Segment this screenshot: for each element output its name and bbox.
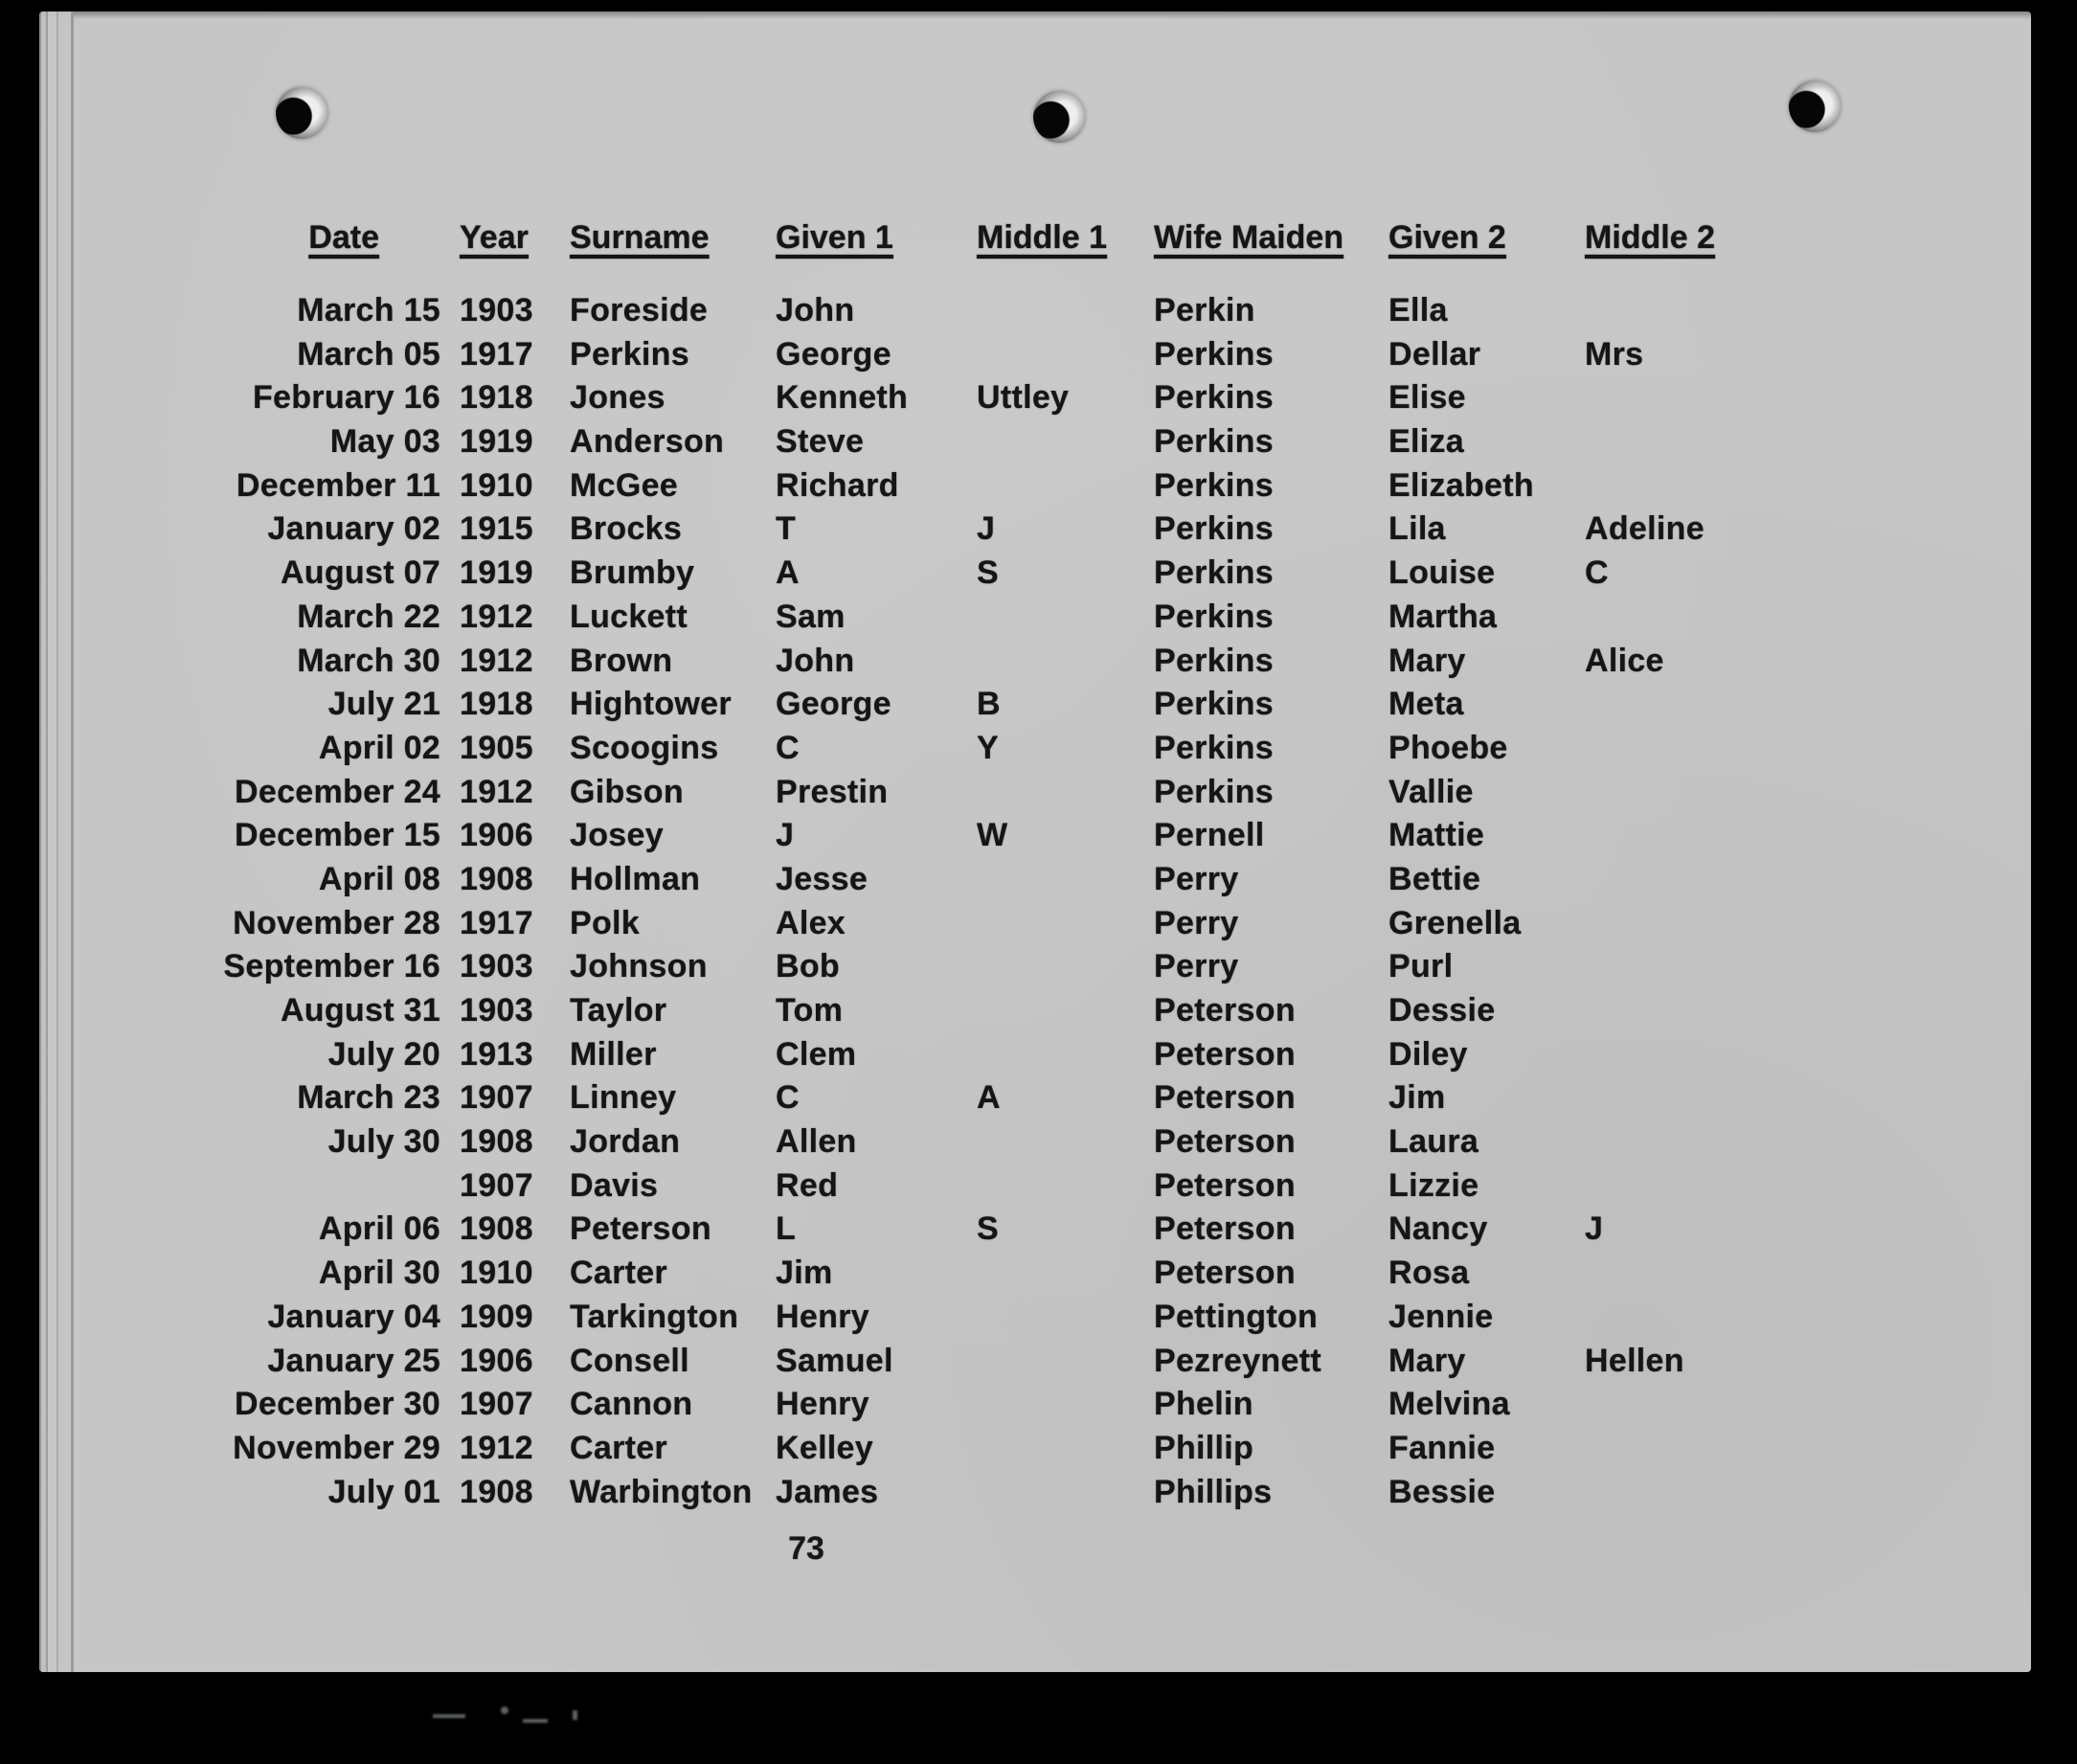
cell-given2: Vallie	[1388, 773, 1474, 810]
cell-middle2: Mrs	[1585, 335, 1644, 373]
cell-middle2	[1585, 1383, 1757, 1427]
table-row	[134, 464, 1762, 509]
cell-year: 1910	[460, 466, 533, 504]
cell-middle1	[977, 902, 1135, 946]
cell-middle2: Hellen	[1585, 1342, 1684, 1379]
table-row	[134, 902, 1762, 946]
cell-given1: Kelley	[776, 1429, 873, 1466]
table-row	[134, 1383, 1762, 1427]
cell-given1: Richard	[776, 466, 899, 504]
cell-date: April 06	[318, 1210, 440, 1248]
table-row	[134, 333, 1762, 377]
cell-year: 1915	[460, 510, 533, 548]
cell-middle1	[977, 1252, 1135, 1296]
cell-middle2: Alice	[1585, 642, 1664, 679]
cell-given2: Lila	[1388, 510, 1446, 548]
cell-year: 1912	[460, 598, 533, 635]
cell-given2: Ella	[1388, 292, 1448, 328]
cell-wife_maiden: Perkins	[1154, 642, 1274, 679]
cell-wife_maiden: Peterson	[1154, 1035, 1296, 1073]
cell-surname: Tarkington	[570, 1298, 739, 1335]
cell-date	[134, 1165, 440, 1209]
cell-date: March 15	[297, 292, 440, 328]
cell-date: July 20	[327, 1035, 440, 1073]
table-row	[134, 1208, 1762, 1252]
cell-given2: Bettie	[1388, 860, 1481, 897]
column-header-middle1: Middle 1	[977, 219, 1108, 256]
cell-date: July 01	[327, 1473, 440, 1510]
cell-given1: John	[776, 292, 855, 328]
cell-given1: Red	[776, 1166, 839, 1204]
cell-surname: Cannon	[570, 1386, 693, 1423]
cell-given1: C	[776, 729, 800, 766]
cell-surname: Consell	[570, 1342, 689, 1379]
cell-wife_maiden: Pezreynett	[1154, 1342, 1321, 1379]
cell-year: 1912	[460, 773, 533, 810]
cell-year: 1903	[460, 292, 533, 328]
cell-middle2	[1585, 1296, 1757, 1340]
cell-given2: Grenella	[1388, 904, 1522, 941]
cell-wife_maiden: Peterson	[1154, 1166, 1296, 1204]
cell-year: 1907	[460, 1386, 533, 1423]
table-row	[134, 683, 1762, 727]
cell-wife_maiden: Phillips	[1154, 1473, 1273, 1510]
cell-given2: Nancy	[1388, 1210, 1488, 1248]
column-header-given2: Given 2	[1388, 219, 1506, 256]
cell-middle1	[977, 989, 1135, 1033]
cell-date: January 04	[267, 1298, 440, 1335]
cell-middle2	[1585, 464, 1757, 509]
cell-middle1	[977, 1296, 1135, 1340]
cell-middle1	[977, 1120, 1135, 1165]
cell-middle2	[1585, 727, 1757, 771]
cell-wife_maiden: Perkins	[1154, 729, 1274, 766]
cell-middle2	[1585, 376, 1757, 420]
cell-middle1	[977, 640, 1135, 684]
cell-wife_maiden: Perry	[1154, 904, 1239, 941]
cell-wife_maiden: Peterson	[1154, 1079, 1296, 1117]
column-header-given1: Given 1	[776, 219, 893, 256]
cell-middle1	[977, 1165, 1135, 1209]
table-body	[134, 289, 1762, 1514]
cell-wife_maiden: Perkins	[1154, 335, 1274, 373]
column-header-wife_maiden: Wife Maiden	[1154, 219, 1344, 256]
cell-middle2	[1585, 1076, 1757, 1120]
cell-surname: Scoogins	[570, 729, 719, 766]
table-row	[134, 508, 1762, 552]
cell-surname: Polk	[570, 904, 641, 941]
cell-date: July 21	[327, 686, 440, 723]
cell-middle1	[977, 464, 1135, 509]
table-row	[134, 1120, 1762, 1165]
cell-given2: Lizzie	[1388, 1166, 1479, 1204]
table-row	[134, 289, 1762, 333]
cell-wife_maiden: Peterson	[1154, 1210, 1296, 1248]
cell-wife_maiden: Perkins	[1154, 598, 1274, 635]
cell-middle1	[977, 1471, 1135, 1515]
cell-given1: Sam	[776, 598, 846, 635]
cell-surname: Perkins	[570, 335, 689, 373]
cell-year: 1912	[460, 1429, 533, 1466]
cell-year: 1908	[460, 1473, 533, 1510]
cell-given2: Rosa	[1388, 1255, 1470, 1292]
table-row	[134, 814, 1762, 858]
cell-wife_maiden: Peterson	[1154, 1123, 1296, 1161]
cell-year: 1907	[460, 1079, 533, 1117]
punch-hole-center	[1033, 91, 1085, 143]
column-header-year: Year	[460, 219, 529, 256]
cell-wife_maiden: Perkins	[1154, 423, 1274, 461]
cell-surname: Luckett	[570, 598, 689, 635]
cell-middle1	[977, 1340, 1135, 1384]
cell-given1: Henry	[776, 1298, 869, 1335]
cell-middle1: S	[977, 554, 999, 592]
cell-middle2	[1585, 771, 1757, 815]
cell-middle1: J	[977, 510, 996, 548]
scan-artifact	[523, 1719, 548, 1723]
cell-year: 1908	[460, 860, 533, 897]
cell-middle1	[977, 858, 1135, 902]
cell-given1: John	[776, 642, 855, 679]
cell-year: 1919	[460, 554, 533, 592]
cell-date: November 28	[233, 904, 440, 941]
cell-year: 1918	[460, 379, 533, 417]
cell-year: 1913	[460, 1035, 533, 1073]
cell-wife_maiden: Perkins	[1154, 466, 1274, 504]
cell-wife_maiden: Phillip	[1154, 1429, 1254, 1466]
table-row	[134, 640, 1762, 684]
cell-wife_maiden: Pettington	[1154, 1298, 1319, 1335]
cell-surname: Jones	[570, 379, 666, 417]
cell-wife_maiden: Perry	[1154, 948, 1239, 985]
cell-given2: Jennie	[1388, 1298, 1494, 1335]
cell-middle2	[1585, 1427, 1757, 1471]
cell-given2: Elise	[1388, 379, 1466, 417]
cell-date: August 07	[280, 554, 440, 592]
cell-middle1: A	[977, 1079, 1001, 1117]
cell-middle2	[1585, 596, 1757, 640]
cell-surname: Miller	[570, 1035, 657, 1073]
cell-given2: Purl	[1388, 948, 1454, 985]
cell-date: December 11	[236, 466, 440, 504]
cell-date: July 30	[327, 1123, 440, 1161]
cell-middle2	[1585, 945, 1757, 989]
cell-middle2	[1585, 1252, 1757, 1296]
cell-middle1	[977, 596, 1135, 640]
cell-given1: Bob	[776, 948, 840, 985]
table-row	[134, 989, 1762, 1033]
cell-given2: Laura	[1388, 1123, 1479, 1161]
cell-middle1	[977, 420, 1135, 464]
cell-date: August 31	[280, 992, 440, 1029]
cell-given2: Dessie	[1388, 992, 1496, 1029]
cell-middle1: W	[977, 817, 1008, 854]
cell-middle2	[1585, 858, 1757, 902]
table-row	[134, 1427, 1762, 1471]
table-row	[134, 858, 1762, 902]
cell-date: December 15	[235, 817, 440, 854]
cell-surname: Hollman	[570, 860, 701, 897]
page-number: 73	[788, 1530, 824, 1567]
table-row	[134, 552, 1762, 596]
cell-given1: Allen	[776, 1123, 857, 1161]
cell-wife_maiden: Peterson	[1154, 1255, 1296, 1292]
cell-middle1	[977, 289, 1135, 333]
cell-given2: Dellar	[1388, 335, 1481, 373]
cell-given2: Eliza	[1388, 423, 1464, 461]
cell-given2: Martha	[1388, 598, 1498, 635]
cell-middle2	[1585, 1033, 1757, 1077]
cell-middle2	[1585, 902, 1757, 946]
cell-surname: Anderson	[570, 423, 725, 461]
table-row	[134, 727, 1762, 771]
column-header-date: Date	[308, 219, 379, 256]
cell-surname: Johnson	[570, 948, 708, 985]
cell-wife_maiden: Perkins	[1154, 686, 1274, 723]
cell-surname: Carter	[570, 1429, 667, 1466]
cell-given2: Meta	[1388, 686, 1464, 723]
cell-middle2	[1585, 420, 1757, 464]
column-header-middle2: Middle 2	[1585, 219, 1716, 256]
cell-surname: Taylor	[570, 992, 667, 1029]
cell-year: 1903	[460, 948, 533, 985]
cell-given2: Mattie	[1388, 817, 1485, 854]
cell-given1: James	[776, 1473, 879, 1510]
cell-given1: Jesse	[776, 860, 869, 897]
cell-wife_maiden: Perkins	[1154, 773, 1274, 810]
cell-year: 1906	[460, 817, 533, 854]
cell-date: March 22	[297, 598, 440, 635]
document-page	[39, 11, 2031, 1672]
cell-middle2	[1585, 683, 1757, 727]
cell-date: September 16	[223, 948, 440, 985]
cell-year: 1917	[460, 335, 533, 373]
cell-middle1	[977, 771, 1135, 815]
cell-date: January 25	[267, 1342, 440, 1379]
cell-year: 1908	[460, 1123, 533, 1161]
cell-wife_maiden: Perkins	[1154, 379, 1274, 417]
cell-given1: L	[776, 1210, 797, 1248]
scan-artifact	[433, 1714, 465, 1718]
cell-given1: Samuel	[776, 1342, 893, 1379]
cell-given2: Phoebe	[1388, 729, 1508, 766]
cell-given2: Diley	[1388, 1035, 1468, 1073]
cell-date: December 30	[235, 1386, 440, 1423]
cell-date: November 29	[233, 1429, 440, 1466]
cell-year: 1912	[460, 642, 533, 679]
punch-hole-right	[1789, 80, 1840, 132]
cell-date: December 24	[235, 773, 440, 810]
cell-date: March 05	[297, 335, 440, 373]
cell-middle1	[977, 333, 1135, 377]
cell-middle1	[977, 1427, 1135, 1471]
cell-year: 1905	[460, 729, 533, 766]
cell-year: 1917	[460, 904, 533, 941]
cell-given1: Tom	[776, 992, 844, 1029]
table-row	[134, 376, 1762, 420]
cell-surname: Jordan	[570, 1123, 681, 1161]
cell-given2: Fannie	[1388, 1429, 1496, 1466]
cell-middle2	[1585, 1120, 1757, 1165]
cell-given1: Alex	[776, 904, 847, 941]
cell-given1: Steve	[776, 423, 865, 461]
cell-date: April 30	[318, 1255, 440, 1292]
cell-wife_maiden: Perkins	[1154, 510, 1274, 548]
cell-middle2	[1585, 1471, 1757, 1515]
cell-given2: Louise	[1388, 554, 1496, 592]
table-row	[134, 596, 1762, 640]
table-row	[134, 1471, 1762, 1515]
table-row	[134, 1165, 1762, 1209]
cell-given2: Bessie	[1388, 1473, 1496, 1510]
cell-middle1: Uttley	[977, 379, 1070, 417]
table-row	[134, 1076, 1762, 1120]
cell-given1: J	[776, 817, 795, 854]
scan-artifact	[573, 1710, 577, 1720]
cell-surname: Josey	[570, 817, 664, 854]
cell-wife_maiden: Perkin	[1154, 292, 1255, 328]
cell-given1: Clem	[776, 1035, 857, 1073]
stacked-page-edges	[39, 11, 81, 1672]
cell-wife_maiden: Perkins	[1154, 554, 1274, 592]
cell-date: May 03	[329, 423, 440, 461]
cell-date: January 02	[267, 510, 440, 548]
cell-year: 1903	[460, 992, 533, 1029]
cell-surname: Davis	[570, 1166, 659, 1204]
cell-given1: George	[776, 686, 892, 723]
cell-year: 1919	[460, 423, 533, 461]
cell-middle2: C	[1585, 554, 1609, 592]
cell-surname: McGee	[570, 466, 678, 504]
cell-given1: Henry	[776, 1386, 869, 1423]
cell-year: 1909	[460, 1298, 533, 1335]
punch-hole-left	[276, 87, 327, 139]
cell-wife_maiden: Peterson	[1154, 992, 1296, 1029]
cell-surname: Brown	[570, 642, 673, 679]
cell-year: 1918	[460, 686, 533, 723]
cell-given2: Elizabeth	[1388, 466, 1534, 504]
cell-middle1: Y	[977, 729, 999, 766]
table-header-row	[134, 216, 1762, 260]
table-row	[134, 1252, 1762, 1296]
cell-surname: Warbington	[570, 1473, 753, 1510]
table-row	[134, 945, 1762, 989]
cell-middle2	[1585, 814, 1757, 858]
cell-date: March 30	[297, 642, 440, 679]
table-row	[134, 420, 1762, 464]
cell-wife_maiden: Phelin	[1154, 1386, 1253, 1423]
cell-surname: Brocks	[570, 510, 683, 548]
cell-date: February 16	[252, 379, 440, 417]
cell-surname: Gibson	[570, 773, 684, 810]
cell-given2: Mary	[1388, 1342, 1466, 1379]
cell-middle2: J	[1585, 1210, 1604, 1248]
table-row	[134, 1296, 1762, 1340]
cell-surname: Peterson	[570, 1210, 711, 1248]
cell-wife_maiden: Perry	[1154, 860, 1239, 897]
cell-middle2	[1585, 1165, 1757, 1209]
cell-year: 1907	[460, 1166, 533, 1204]
cell-middle2: Adeline	[1585, 510, 1704, 548]
table-row	[134, 1033, 1762, 1077]
cell-middle2	[1585, 989, 1757, 1033]
cell-date: April 08	[318, 860, 440, 897]
cell-given1: C	[776, 1079, 800, 1117]
cell-given1: A	[776, 554, 800, 592]
cell-given1: George	[776, 335, 892, 373]
cell-surname: Carter	[570, 1255, 667, 1292]
records-table	[134, 216, 1762, 1514]
cell-year: 1906	[460, 1342, 533, 1379]
cell-given1: Prestin	[776, 773, 889, 810]
cell-year: 1910	[460, 1255, 533, 1292]
cell-date: April 02	[318, 729, 440, 766]
cell-given1: Jim	[776, 1255, 833, 1292]
cell-given2: Melvina	[1388, 1386, 1510, 1423]
cell-middle2	[1585, 289, 1757, 333]
cell-wife_maiden: Pernell	[1154, 817, 1265, 854]
cell-middle1: S	[977, 1210, 999, 1248]
table-row	[134, 1340, 1762, 1384]
cell-given2: Jim	[1388, 1079, 1446, 1117]
cell-middle1: B	[977, 686, 1001, 723]
cell-given1: Kenneth	[776, 379, 909, 417]
cell-given1: T	[776, 510, 797, 548]
cell-middle1	[977, 1383, 1135, 1427]
column-header-surname: Surname	[570, 219, 710, 256]
cell-date: March 23	[297, 1079, 440, 1117]
cell-given2: Mary	[1388, 642, 1466, 679]
cell-surname: Foreside	[570, 292, 709, 328]
table-row	[134, 771, 1762, 815]
scan-artifact	[501, 1707, 508, 1714]
cell-middle1	[977, 945, 1135, 989]
cell-year: 1908	[460, 1210, 533, 1248]
cell-surname: Brumby	[570, 554, 695, 592]
cell-middle1	[977, 1033, 1135, 1077]
cell-surname: Linney	[570, 1079, 677, 1117]
cell-surname: Hightower	[570, 686, 732, 723]
